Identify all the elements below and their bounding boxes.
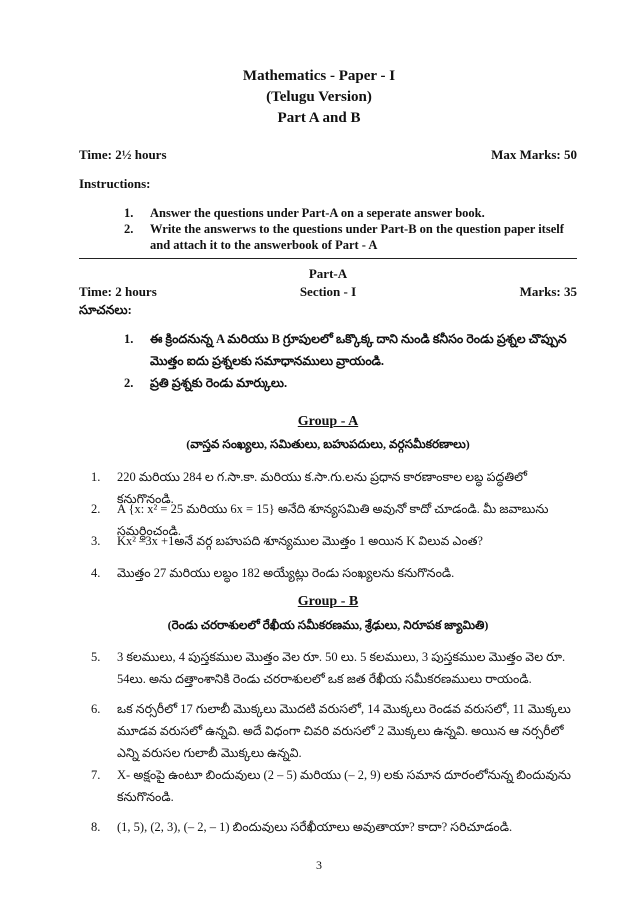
max-marks: Max Marks: 50	[491, 147, 577, 162]
page-number: 3	[316, 858, 322, 872]
paper-version: (Telugu Version)	[266, 89, 372, 105]
telugu-instructions-list	[124, 328, 579, 394]
paper-parts: Part A and B	[277, 110, 361, 126]
group-b-title: Group - B	[297, 594, 359, 609]
total-time: Time: 2½ hours	[79, 147, 167, 162]
group-a-subtitle: (వాస్తవ సంఖ్యలు, సమితులు, బహుపదులు, వర్గసమీకరణాలు)	[186, 437, 470, 451]
title-block	[0, 66, 638, 129]
group-b-subtitle: (రెండు చరరాశులలో రేఖీయ సమీకరణము, శ్రేఢులు, నిరూపక జ్యామితి)	[167, 618, 489, 632]
exam-page: Mathematics - Paper - I (Telugu Version) Part A and B Time: 2½ hours Max Marks: 50 Instructions: 1. Answer the questions under Part-A on a seperate answer book. 2. Write the answerws to the questions under Part-B on the question paper itself and attach it to the answerbook of Part - A Part-A Time: 2 hours Section - I Marks: 35 సూచనలు: 1. ఈ క్రిందనున్న A మరియు B గ్రూపులలో ఒక్కొక్క దాని నుండి కనీసం రెండు ప్రశ్నల చొప్పున మొత్తం ఐదు ప్రశ్నలకు సమాధానములు వ్రాయండి. 2. ప్రతి ప్రశ్నకు రెండు మార్కులు. Group - A (వాస్తవ సంఖ్యలు, సమితులు, బహుపదులు, వర్గసమీకరణాలు) 1. 220 మరియు 284 ల గ.సా.కా. మరియు క.సా.గు.లను ప్రధాన కారణాంకాల లబ్ధ పద్ధతిలో కనుగొనండి. 2. A {x: x² = 25 మరియు 6x = 15} అనేది శూన్యసమితి అవునో కాదో చూడండి. మీ జవాబును సమర్ధించండి. 3. Kx² –3x +1అనే వర్గ బహుపది శూన్యముల మొత్తం 1 అయిన K విలువ ఎంత? 4. మొత్తం 27 మరియు లబ్ధం 182 అయ్యేట్లు రెండు సంఖ్యలను కనుగొనండి. Group - B (రెండు చరరాశులలో రేఖీయ సమీకరణము, శ్రేఢులు, నిరూపక జ్యామితి) 5. 3 కలములు, 4 పుస్తకముల మొత్తం వెల రూ. 50 లు. 5 కలములు, 3 పుస్తకముల మొత్తం వెల రూ. 54లు. అను దత్తాంశానికి రెండు చరరాశులలో ఒక జత రేఖీయ సమీకరణములు రాయండి. 6. ఒక నర్సరీలో 17 గులాబీ మొక్కలు మొదటి వరుసలో, 14 మొక్కలు రెండవ వరుసలో, 11 మొక్కలు మూడవ వరుసలో ఉన్నవి. అదే విధంగా చివరి వరుసలో 2 మొక్కలు ఉన్నవి. అయిన ఆ నర్సరీలో ఎన్ని వరుసల గులాబీ మొక్కలు ఉన్నవి. 7. X- అక్షంపై ఉంటూ బిందువులు (2 – 5) మరియు (– 2, 9) లకు సమాన దూరంలోనున్న బిందువును కనుగొనండి. 8. (1, 5), (2, 3), (– 2, – 1) బిందువులు సరేఖీయాలు అవుతాయా? కాదా? సరిచూడండి. 3	[0, 0, 638, 903]
instructions-list	[124, 205, 579, 253]
instruction-item: 1. Answer the questions under Part-A on a seperate answer book.	[124, 206, 485, 220]
group-a-title: Group - A	[297, 414, 359, 429]
paper-title: Mathematics - Paper - I	[242, 68, 396, 84]
instruction-item: 2. Write the answerws to the questions under Part-B on the question paper itself and attach it to the answerbook of Part - A	[124, 222, 564, 252]
part-a-time: Time: 2 hours	[79, 284, 157, 299]
part-a-title: Part-A	[308, 266, 348, 281]
telugu-instruction-item: 1. ఈ క్రిందనున్న A మరియు B గ్రూపులలో ఒక్కొక్క దాని నుండి కనీసం రెండు ప్రశ్నల చొప్పున మొత్తం ఐదు ప్రశ్నలకు సమాధానములు వ్రాయండి.	[124, 332, 567, 368]
section-label: Section - I	[299, 284, 357, 299]
divider-rule	[79, 258, 577, 259]
telugu-instructions-label: సూచనలు:	[79, 303, 132, 317]
telugu-instruction-item: 2. ప్రతి ప్రశ్నకు రెండు మార్కులు.	[124, 376, 288, 390]
instructions-label: Instructions:	[79, 176, 151, 191]
part-a-marks: Marks: 35	[519, 284, 577, 299]
